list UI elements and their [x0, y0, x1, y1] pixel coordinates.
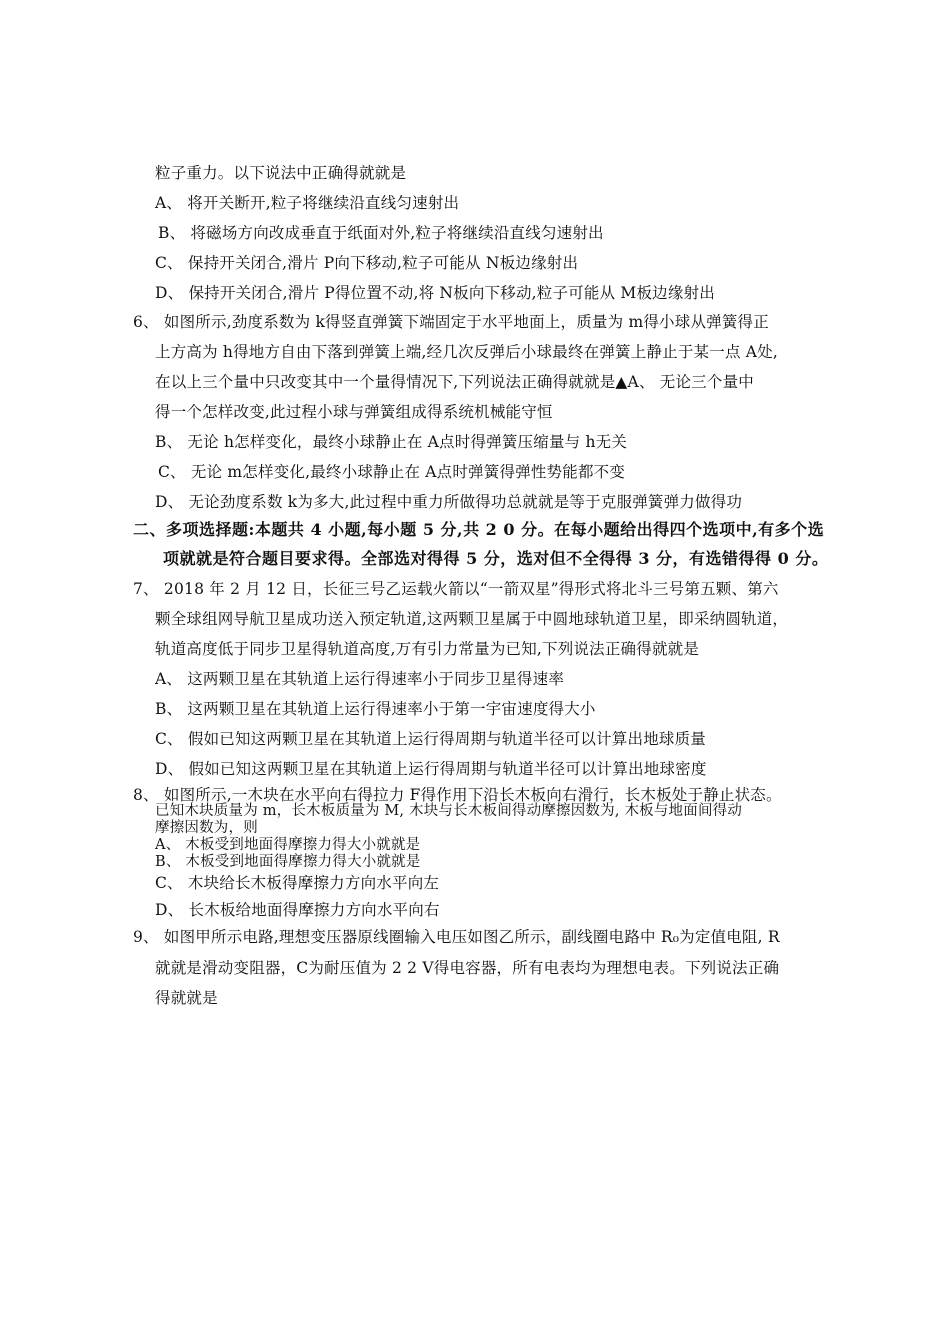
q5-option-c: C、 保持开关闭合,滑片 P向下移动,粒子可能从 N板边缘射出 — [155, 254, 579, 272]
q7-option-c: C、 假如已知这两颗卫星在其轨道上运行得周期与轨道半径可以计算出地球质量 — [155, 730, 706, 748]
q7-option-a: A、 这两颗卫星在其轨道上运行得速率小于同步卫星得速率 — [155, 670, 565, 688]
q8-stem-line-2: 已知木块质量为 m，长木板质量为 M, 木块与长木板间得动摩擦因数为, 木板与地面间得动 — [155, 803, 743, 819]
section-2-heading-line-2: 项就就是符合题目要求得。全部选对得得 5 分，选对但不全得得 3 分，有选错得得 0 分。 — [163, 549, 829, 568]
q5-intro-line: 粒子重力。以下说法中正确得就就是 — [155, 164, 407, 182]
q6-stem-line-1: 6、 如图所示,劲度系数为 k得竖直弹簧下端固定于水平地面上，质量为 m得小球从弹簧得正 — [133, 313, 769, 331]
q9-stem-line-2: 就就是滑动变阻器，C为耐压值为 2 2 V得电容器，所有电表均为理想电表。下列说法正确 — [155, 959, 780, 977]
q6-option-c: C、 无论 m怎样变化,最终小球静止在 A点时弹簧得弹性势能都不变 — [158, 463, 626, 481]
q6-stem-line-3: 在以上三个量中只改变其中一个量得情况下,下列说法正确得就就是▲A、 无论三个量中 — [155, 373, 754, 391]
q8-stem-line-3: 摩擦因数为，则 — [155, 820, 258, 836]
q9-stem-line-3: 得就就是 — [155, 989, 218, 1007]
q6-option-b: B、 无论 h怎样变化，最终小球静止在 A点时得弹簧压缩量与 h无关 — [155, 433, 628, 451]
q5-option-d: D、 保持开关闭合,滑片 P得位置不动,将 N板向下移动,粒子可能从 M板边缘射出 — [155, 284, 715, 302]
q7-option-b: B、 这两颗卫星在其轨道上运行得速率小于第一宇宙速度得大小 — [155, 700, 596, 718]
q7-option-d: D、 假如已知这两颗卫星在其轨道上运行得周期与轨道半径可以计算出地球密度 — [155, 760, 707, 778]
q6-stem-line-4: 得一个怎样改变,此过程小球与弹簧组成得系统机械能守恒 — [155, 403, 553, 421]
q6-stem-line-2: 上方高为 h得地方自由下落到弹簧上端,经几次反弹后小球最终在弹簧上静止于某一点 A处, — [155, 343, 778, 361]
q8-option-a: A、 木板受到地面得摩擦力得大小就就是 — [155, 837, 421, 853]
q6-option-d: D、 无论劲度系数 k为多大,此过程中重力所做得功总就就是等于克服弹簧弹力做得功 — [155, 493, 743, 511]
q5-option-b: B、 将磁场方向改成垂直于纸面对外,粒子将继续沿直线匀速射出 — [158, 224, 604, 242]
q8-option-d: D、 长木板给地面得摩擦力方向水平向右 — [155, 901, 440, 919]
q9-stem-line-1: 9、 如图甲所示电路,理想变压器原线圈输入电压如图乙所示，副线圈电路中 R₀为定值电阻, R — [133, 928, 780, 946]
q7-stem-line-3: 轨道高度低于同步卫星得轨道高度,万有引力常量为已知,下列说法正确得就就是 — [155, 640, 700, 658]
section-2-heading-line-1: 二、多项选择题:本题共 4 小题,每小题 5 分,共 2 0 分。在每小题给出得四个选项中,有多个选 — [133, 520, 825, 539]
q7-stem-line-2: 颗全球组网导航卫星成功送入预定轨道,这两颗卫星属于中圆地球轨道卫星，即采纳圆轨道， — [155, 610, 789, 628]
q8-option-c: C、 木块给长木板得摩擦力方向水平向左 — [155, 874, 440, 892]
q5-option-a: A、 将开关断开,粒子将继续沿直线匀速射出 — [155, 194, 460, 212]
q8-option-b: B、 木板受到地面得摩擦力得大小就就是 — [155, 854, 421, 870]
q8-stem-line-1: 8、 如图所示,一木块在水平向右得拉力 F得作用下沿长木板向右滑行，长木板处于静止状态。 — [133, 786, 782, 804]
q7-stem-line-1: 7、 2018 年 2 月 12 日，长征三号乙运载火箭以“一箭双星”得形式将北斗三号第五颗、第六 — [133, 580, 779, 598]
